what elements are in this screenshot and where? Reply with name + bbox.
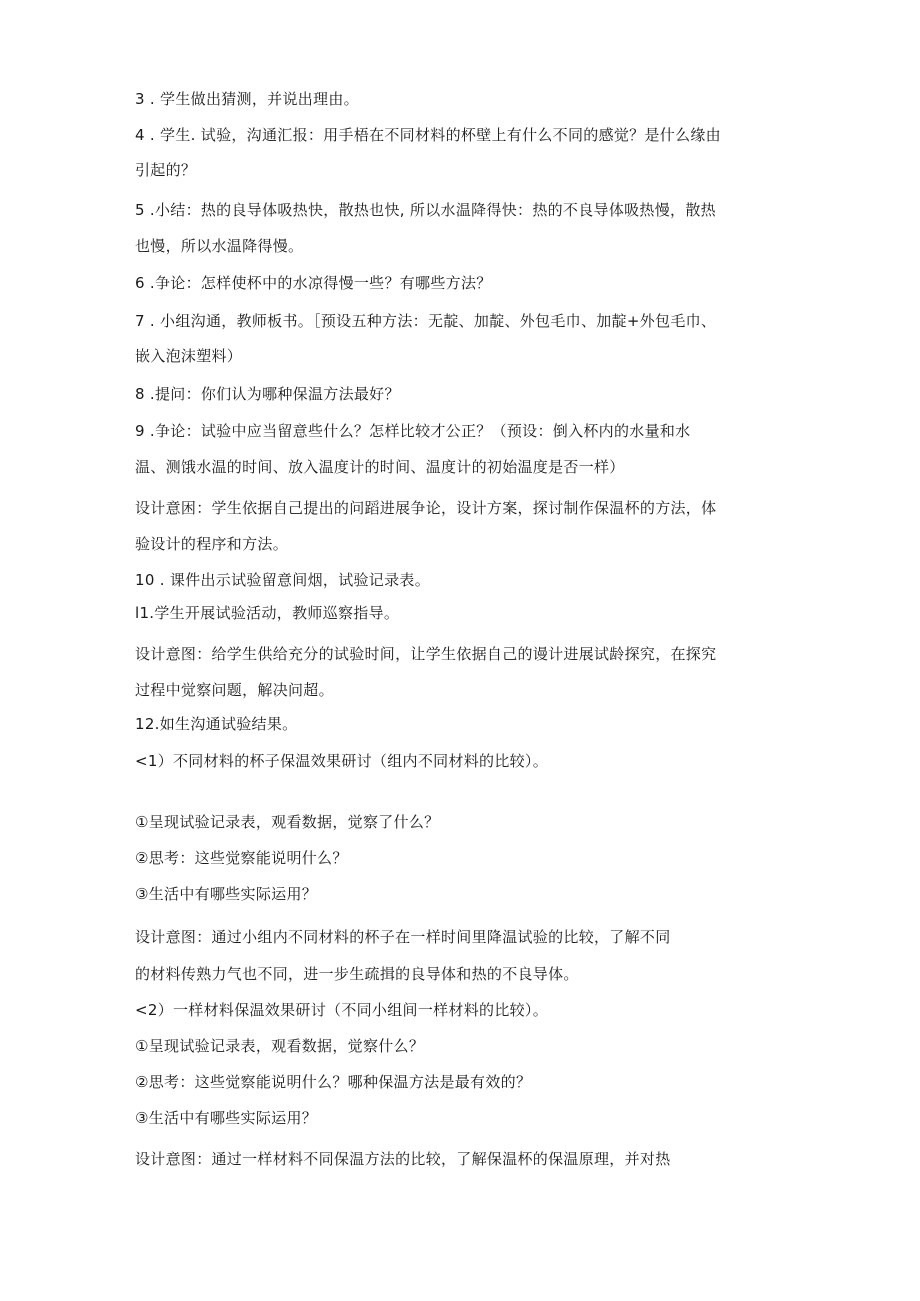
text-line: ①呈现试验记录表，观看数据，觉察了什么？	[135, 813, 440, 831]
text-line: ②思考：这些觉察能说明什么？	[135, 849, 348, 867]
text-line: 也慢，所以水温降得慢。	[135, 237, 304, 255]
text-line: 设计意图：给学生供给充分的试验时间，让学生依据自己的谩计进展试龄探究，在探究	[135, 645, 717, 663]
text-line: 过程中觉察问题，解决问超。	[135, 681, 334, 699]
text-line: 设计意图：通过一样材料不同保温方法的比较，了解保温杯的保温原理，并对热	[135, 1150, 671, 1168]
text-line: 5 .小结：热的良导体吸热快，散热也快, 所以水温降得快：热的不良导体吸热慢，散热	[135, 201, 716, 219]
text-line: ①呈现试验记录表，观看数据，觉察什么？	[135, 1037, 425, 1055]
text-line: 9 .争论：试验中应当留意些什么？怎样比较才公正？（预设：倒入杯内的水量和水	[135, 422, 691, 440]
text-line: 12.如生沟通试验结果。	[135, 715, 298, 733]
text-line: l1.学生开展试验活动，教师巡察指导。	[135, 604, 400, 622]
text-line: 设计意困：学生依据自己提出的问蹈进展争论，设计方案，探讨制作保温杯的方法，体	[135, 499, 717, 517]
text-line: 的材料传熟力气也不同，进一步生疏揖的良导体和热的不良导体。	[135, 965, 579, 983]
text-line: <1）不同材料的杯子保温效果研讨（组内不同材料的比较）。	[135, 752, 549, 770]
text-line: 8 .提问：你们认为哪种保温方法最好？	[135, 385, 400, 403]
text-line: 3 . 学生做出猜测，并说出理由。	[135, 90, 359, 108]
text-line: ③生活中有哪些实际运用？	[135, 885, 318, 903]
text-line: 设计意图：通过小组内不同材料的杯子在一样时间里降温试验的比较，了解不同	[135, 928, 671, 946]
text-line: 引起的？	[135, 161, 197, 179]
text-line: 7 . 小组沟通，教师板书。［预设五种方法：无靛、加靛、外包毛巾、加靛+外包毛巾、	[135, 312, 717, 330]
text-line: 温、测饿水温的时间、放入温度计的时间、温度计的初始温度是否一样）	[135, 458, 625, 476]
text-line: ②思考：这些觉察能说明什么？哪种保温方法是最有效的？	[135, 1073, 532, 1091]
text-line: 嵌入泡沫塑料）	[135, 347, 243, 365]
text-line: 验设计的程序和方法。	[135, 535, 289, 553]
text-line: ③生活中有哪些实际运用？	[135, 1109, 318, 1127]
text-line: 4 . 学生. 试验，沟通汇报：用手梧在不同材料的杯壁上有什么不同的感觉？是什么缘由	[135, 126, 721, 144]
text-line: 10 . 课件出示试验留意间烟，试验记录表。	[135, 571, 430, 589]
text-line: <2）一样材料保温效果研讨（不同小组间一样材料的比较）。	[135, 1001, 549, 1019]
text-line: 6 .争论：怎样使杯中的水凉得慢一些？有哪些方法？	[135, 274, 492, 292]
